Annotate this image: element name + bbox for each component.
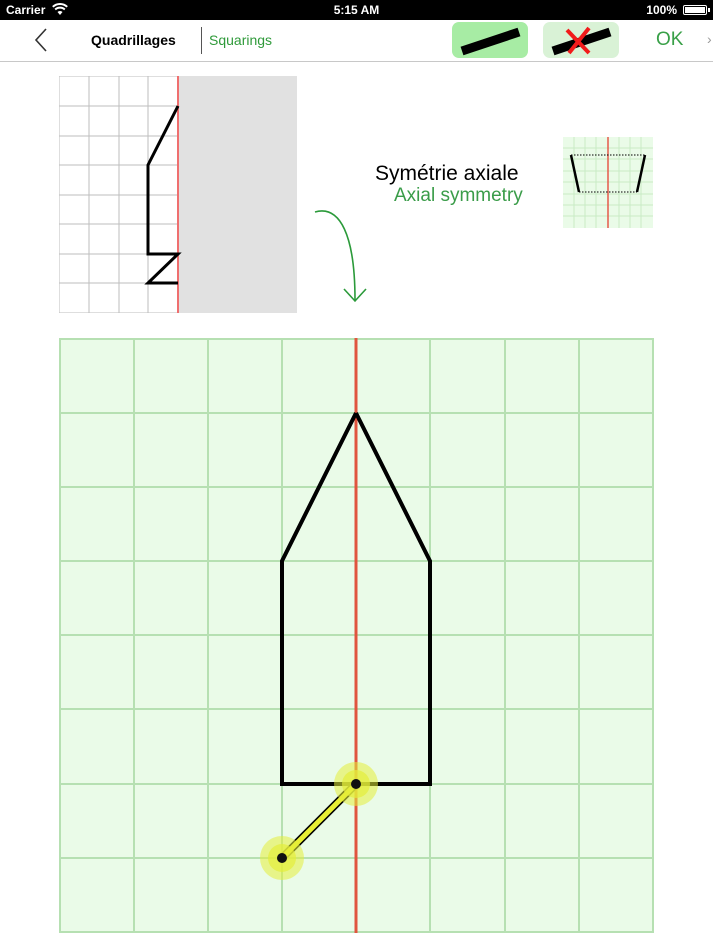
chevron-left-icon[interactable]: [30, 26, 54, 54]
battery-tip: [708, 8, 710, 12]
instruction-title-english: Axial symmetry: [394, 185, 523, 206]
erase-line-icon: [543, 22, 619, 58]
draw-line-button[interactable]: [452, 22, 528, 58]
carrier-label: Carrier: [6, 3, 46, 17]
battery-label: 100%: [646, 3, 677, 17]
drawing-grid[interactable]: [59, 338, 654, 933]
title-divider: [201, 27, 202, 54]
chevron-right-icon[interactable]: ›: [707, 31, 712, 47]
clock-label: 5:15 AM: [333, 3, 380, 17]
erase-line-button[interactable]: [543, 22, 619, 58]
ok-button[interactable]: OK: [656, 29, 684, 50]
segment-end-handle[interactable]: [334, 762, 378, 806]
nav-title-french: Quadrillages: [91, 32, 176, 48]
axial-symmetry-icon: [563, 137, 653, 228]
curved-arrow-icon: [310, 205, 380, 310]
segment-start-handle[interactable]: [260, 836, 304, 880]
line-tool-icon: [452, 22, 528, 58]
nav-title-english: Squarings: [209, 32, 273, 48]
navigation-bar: [0, 20, 713, 62]
status-bar: [0, 0, 713, 20]
instruction-title-french: Symétrie axiale: [375, 162, 519, 185]
battery-icon: [683, 5, 707, 15]
model-figure-thumbnail: [59, 76, 297, 313]
